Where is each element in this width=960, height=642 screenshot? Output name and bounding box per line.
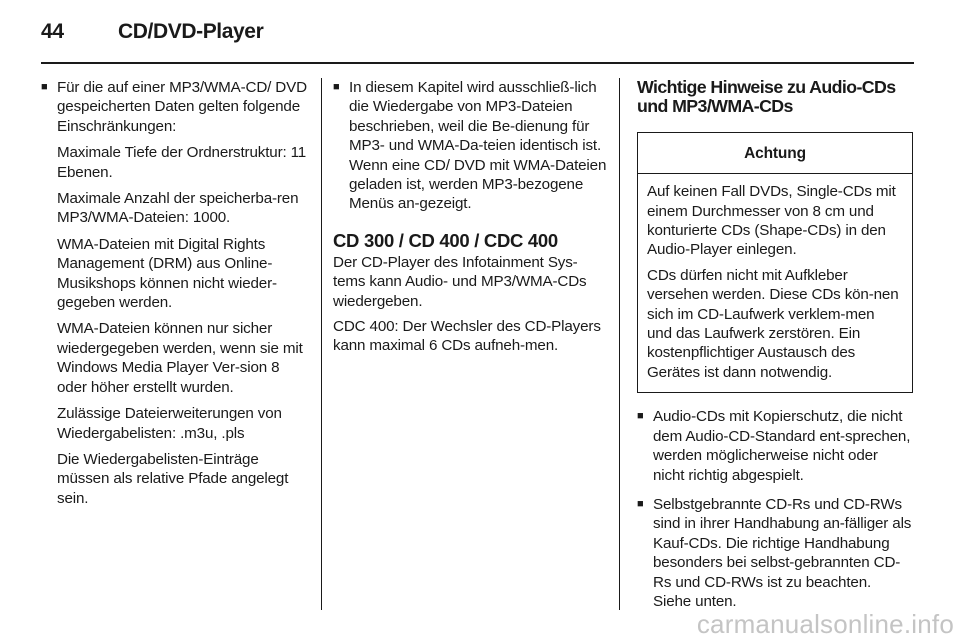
list-item-text: Audio-CDs mit Kopierschutz, die nicht dem Audio-CD-Standard ent-sprechen, werden möglicherweise nicht oder nicht richtig abgespielt. bbox=[653, 408, 911, 484]
paragraph: Zulässige Dateierweiterungen von Wiedergabelisten: .m3u, .pls bbox=[57, 405, 282, 442]
list-item-text: Für die auf einer MP3/WMA-CD/ DVD gespeicherten Daten gelten folgende Einschränkungen: bbox=[57, 79, 307, 135]
paragraph: Maximale Tiefe der Ordnerstruktur: 11 Ebenen. bbox=[57, 144, 307, 181]
warning-box bbox=[637, 132, 913, 393]
paragraph: WMA-Dateien mit Digital Rights Management (DRM) aus Online-Musikshops können nicht wieder-gegeben werden. bbox=[57, 235, 277, 312]
paragraph: CDC 400: Der Wechsler des CD-Players kann maximal 6 CDs aufneh-men. bbox=[333, 318, 601, 355]
list-item-text: In diesem Kapitel wird ausschließ-lich die Wiedergabe von MP3-Dateien beschrieben, weil die Be-dienung für MP3- und WMA-Da-teien identisch ist. Wenn eine CD/ DVD mit WMA-Dateien geladen ist, werden MP3-bezogene Menüs an-gezeigt. bbox=[349, 79, 607, 213]
paragraph: Maximale Anzahl der speicherba-ren MP3/WMA-Dateien: 1000. bbox=[57, 190, 299, 227]
paragraph: Der CD-Player des Infotainment Sys-tems kann Audio- und MP3/WMA-CDs wiedergeben. bbox=[333, 253, 587, 310]
bullet-icon: ■ bbox=[333, 81, 340, 93]
warning-body bbox=[638, 174, 912, 392]
bullet-icon: ■ bbox=[41, 81, 48, 93]
column-divider bbox=[619, 78, 620, 610]
column-left bbox=[41, 78, 311, 508]
paragraph: Auf keinen Fall DVDs, Single-CDs mit einem Durchmesser von 8 cm und konturierte CDs (Shape-CDs) in den Audio-Player einlegen. bbox=[647, 183, 896, 259]
column-divider bbox=[321, 78, 322, 610]
bullet-icon: ■ bbox=[637, 497, 644, 510]
paragraph: WMA-Dateien können nur sicher wiedergegeben werden, wenn sie mit Windows Media Player Ver-sion 8 oder höher erstellt wurden. bbox=[57, 320, 303, 396]
paragraph: CDs dürfen nicht mit Aufkleber versehen werden. Diese CDs kön-nen sich im CD-Laufwerk verklem-men und das Laufwerk zerstören. Ein kostenpflichtiger Austausch des Gerätes ist dann notwendig. bbox=[647, 266, 899, 381]
warning-title: Achtung bbox=[638, 133, 912, 174]
paragraph: Die Wiedergabelisten-Einträge müssen als relative Pfade angelegt sein. bbox=[57, 450, 289, 507]
chapter-title: CD/DVD-Player bbox=[118, 20, 264, 43]
list-item bbox=[637, 495, 913, 611]
list-item-text: Selbstgebrannte CD-Rs und CD-RWs sind in ihrer Handhabung an-fälliger als Kauf-CDs. Die richtige Handhabung besonders bei selbst-gebrannten CD-Rs und CD-RWs ist zu beachten. Siehe unten. bbox=[653, 495, 912, 610]
column-middle bbox=[333, 78, 608, 356]
page-header bbox=[41, 20, 263, 50]
list-item bbox=[333, 78, 608, 214]
watermark: carmanualsonline.info bbox=[696, 609, 954, 639]
header-rule bbox=[41, 62, 914, 64]
section-heading: CD 300 / CD 400 / CDC 400 bbox=[333, 229, 558, 251]
column-right bbox=[637, 78, 913, 611]
page-number: 44 bbox=[41, 20, 64, 43]
bullet-icon: ■ bbox=[637, 410, 644, 423]
list-item bbox=[41, 78, 311, 136]
list-item bbox=[637, 407, 913, 485]
subsection-heading: Wichtige Hinweise zu Audio-CDs und MP3/WMA-CDs bbox=[637, 77, 896, 117]
